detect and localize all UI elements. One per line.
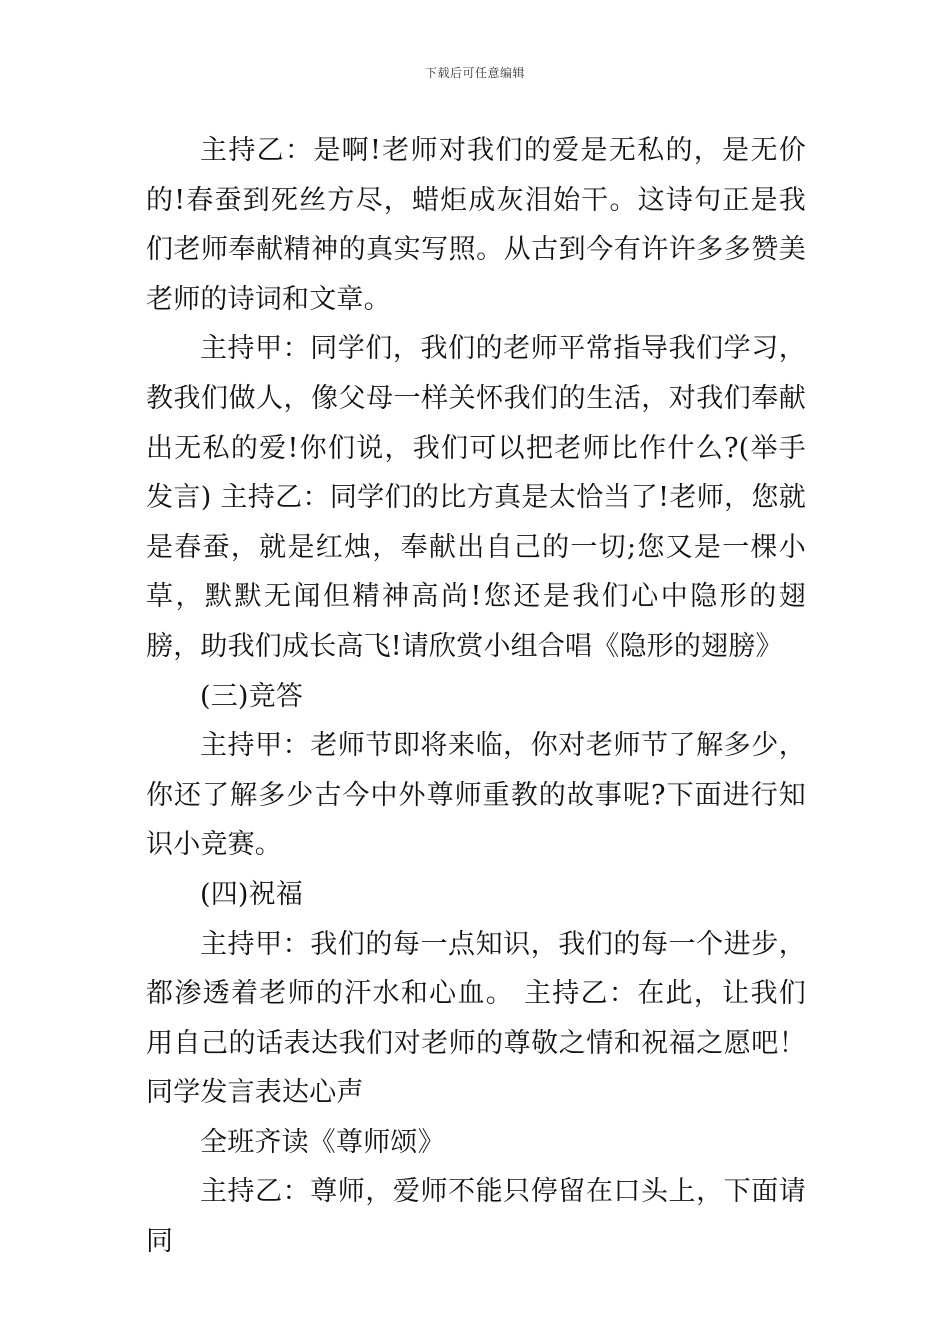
section-heading-blessing: (四)祝福	[200, 878, 304, 910]
paragraph-quiz-intro: 主持甲：老师节即将来临，你对老师节了解多少，你还了解多少古今中外尊师重教的故事呢?下面进行知识小竞赛。	[146, 730, 806, 861]
paragraph-host-b-intro: 主持乙：是啊!老师对我们的爱是无私的，是无价的!春蚕到死丝方尽，蜡炬成灰泪始干。这诗句正是我们老师奉献精神的真实写照。从古到今有许许多多赞美老师的诗词和文章。	[146, 135, 806, 315]
paragraph-host-b-closing: 主持乙：尊师，爱师不能只停留在口头上，下面请同	[146, 1176, 806, 1258]
page-header: 下载后可任意编辑	[424, 66, 525, 80]
paragraph-host-a-discussion: 主持甲：同学们，我们的老师平常指导我们学习，教我们做人，像父母一样关怀我们的生活，对我们奉献出无私的爱!你们说，我们可以把老师比作什么?(举手发言) 主持乙：同学们的比方真是太恰当了!老师，您就是春蚕，就是红烛，奉献出自己的一切;您又是一棵小草，默默无闻但精神高尚!您还是我们心中隐形的翅膀，助我们成长高飞!请欣赏小组合唱《隐形的翅膀》	[146, 333, 806, 662]
paragraph-class-reading: 全班齐读《尊师颂》	[200, 1126, 445, 1158]
section-heading-quiz: (三)竞答	[200, 680, 304, 712]
document-body	[146, 126, 806, 1267]
paragraph-blessing: 主持甲：我们的每一点知识，我们的每一个进步，都渗透着老师的汗水和心血。 主持乙：在此，让我们用自己的话表达我们对老师的尊敬之情和祝福之愿吧！ 同学发言表达心声	[146, 928, 806, 1109]
